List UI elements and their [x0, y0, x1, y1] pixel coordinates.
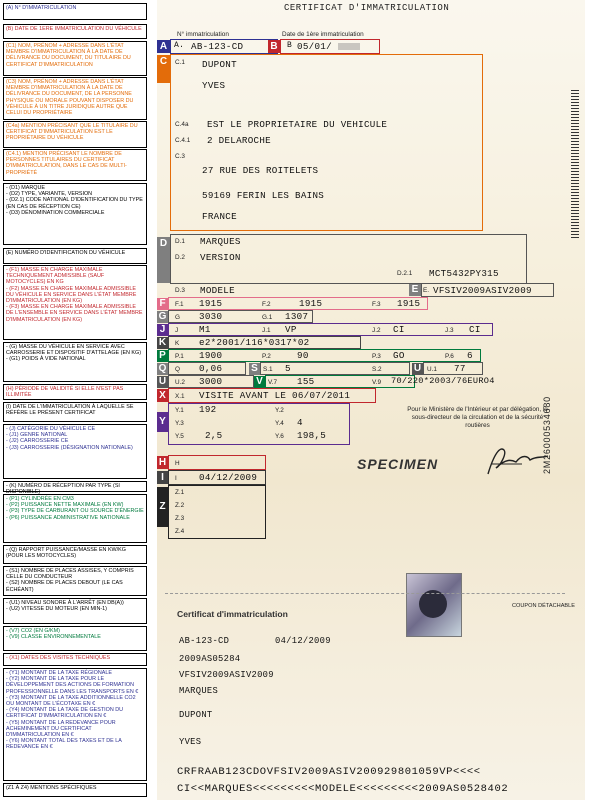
p1-code: P.1 — [175, 353, 184, 360]
s1-value: 5 — [285, 363, 291, 374]
code-h-badge: H — [158, 457, 167, 468]
s2-code: S.2 — [372, 366, 382, 373]
d1-code: D.1 — [175, 238, 185, 245]
address-country: FRANCE — [202, 211, 237, 222]
national-type-code: MCT5432PY315 — [429, 268, 499, 279]
y4-code: Y.4 — [275, 420, 284, 427]
p3-code: P.3 — [372, 353, 381, 360]
mrz-line-1: CRFRAAB123CDOVFSIV2009ASIV200929801059VP<<<< — [177, 766, 481, 778]
coupon-vin: VFSIV2009ASIV2009 — [179, 670, 274, 680]
j3-value: CI — [469, 324, 481, 335]
code-d-badge: D — [157, 237, 170, 283]
x1-code: X.1 — [175, 393, 185, 400]
legend-item-q: - (Q) RAPPORT PUISSANCE/MASSE EN KW/KG (POUR LES MOTOCYCLES) — [3, 545, 147, 564]
legend-item-h: (H) PÉRIODE DE VALIDITÉ SI ELLE N'EST PAS ILLIMITÉE — [3, 384, 147, 400]
u2-value: 3000 — [199, 376, 223, 387]
k-code: K — [175, 340, 180, 347]
code-u2-badge: U — [158, 376, 167, 387]
a-code: A. — [174, 41, 185, 50]
perforation-line — [165, 593, 565, 594]
code-q-badge: Q — [158, 363, 167, 374]
code-u1-badge: U — [413, 363, 422, 374]
v9-code: V.9 — [372, 379, 382, 386]
field-h-box — [168, 455, 266, 470]
legend-item-c41: (C4.1) MENTION PRÉCISANT LE NOMBRE DE PERSONNES TITULAIRES DU CERTIFICAT D'IMMATRICULATION, DANS LE CAS DE MULTI-PROPRIÉTÉ — [3, 149, 147, 181]
code-b-badge: B — [268, 40, 280, 53]
legend-item-a: (A) N° D'IMMATRICULATION — [3, 3, 147, 20]
v7-code: V.7 — [268, 379, 278, 386]
u1-value: 77 — [454, 363, 466, 374]
code-x-badge: X — [157, 389, 168, 402]
j-value: M1 — [199, 324, 211, 335]
c3-code: C.3 — [175, 153, 185, 160]
y6-value: 198,5 — [297, 430, 327, 441]
u1-code: U.1 — [427, 366, 437, 373]
code-g-badge: G — [158, 311, 167, 322]
legend-item-c4a: (C4a) MENTION PRÉCISANT QUE LE TITULAIRE DU CERTIFICAT D'IMMATRICULATION EST LE PROPRIÉTAIRE DU VÉHICULE — [3, 121, 147, 148]
j1-code: J.1 — [262, 327, 271, 334]
code-e-badge: E — [409, 284, 421, 296]
coupon-label: COUPON DÉTACHABLE — [512, 603, 575, 609]
serial-number: 2M26000534680 — [542, 396, 552, 474]
y1-value: 192 — [199, 404, 217, 415]
code-i-badge: I — [157, 471, 168, 484]
v7-value: 155 — [297, 376, 315, 387]
legend-item-u: - (U1) NIVEAU SONORE À L'ARRÊT (EN DB(A)) - (U2) VITESSE DU MOTEUR (EN MIN-1) — [3, 598, 147, 624]
code-f-badge: F — [157, 298, 168, 310]
coupon-first-name: YVES — [179, 737, 202, 747]
g1-value: 1307 — [285, 311, 309, 322]
f1-code: F.1 — [175, 301, 184, 308]
address-street: 27 RUE DES ROITELETS — [202, 165, 319, 176]
y4-value: 4 — [297, 417, 303, 428]
code-k-badge: K — [158, 337, 167, 348]
g1-code: G.1 — [262, 314, 273, 321]
f3-code: F.3 — [372, 301, 381, 308]
code-a-badge: A — [157, 40, 170, 53]
legend-item-j: - (J) CATÉGORIE DU VÉHICULE CE - (J1) GENRE NATIONAL - (J2) CARROSSERIE CE - (J3) CARROSSERIE (DÉSIGNATION NATIONALE) — [3, 424, 147, 479]
j2-value: CI — [393, 324, 405, 335]
legend-item-d: - (D1) MARQUE - (D2) TYPE, VARIANTE, VERSION - (D2.1) CODE NATIONAL D'IDENTIFICATION DU TYPE (EN CAS DE RÉCEPTION CE) - (D3) DÉNOMINATION COMMERCIALE — [3, 183, 147, 245]
z2-code: Z.2 — [175, 502, 185, 509]
legend-column — [0, 0, 150, 800]
y6-code: Y.6 — [275, 433, 284, 440]
legend-item-b: (B) DATE DE 1ERE IMMATRICULATION DU VÉHICULE — [3, 24, 147, 39]
y5-value: 2,5 — [205, 430, 223, 441]
globe-icon — [419, 590, 447, 618]
field-s-box — [260, 362, 410, 375]
c1-code: C.1 — [175, 59, 185, 66]
certificate-title: CERTIFICAT D'IMMATRICULATION — [284, 3, 450, 13]
c41-code: C.4.1 — [175, 137, 191, 144]
legend-item-e: (E) NUMÉRO D'IDENTIFICATION DU VÉHICULE — [3, 248, 147, 264]
j2-code: J.2 — [372, 327, 381, 334]
y1-code: Y.1 — [175, 407, 184, 414]
y5-code: Y.5 — [175, 433, 184, 440]
holders-count: 2 DELAROCHE — [207, 135, 271, 146]
legend-item-p: - (P1) CYLINDRÉE EN CM3 - (P2) PUISSANCE NETTE MAXIMALE (EN KW) - (P3) TYPE DE CARBURANT OU SOURCE D'ÉNERGIE - (P6) PUISSANCE ADMINISTRATIVE NATIONALE — [3, 494, 147, 543]
code-y-badge: Y — [157, 412, 168, 432]
barcode-icon — [571, 90, 579, 240]
a-label: N° immatriculation — [177, 31, 229, 38]
z4-code: Z.4 — [175, 528, 185, 535]
i-code: I — [175, 475, 177, 482]
q-value: 0,06 — [199, 363, 223, 374]
q-code: Q — [175, 366, 180, 373]
hologram-icon — [406, 573, 462, 637]
legend-item-x: - (X1) DATES DES VISITES TECHNIQUES — [3, 653, 147, 666]
owner-mention: EST LE PROPRIETAIRE DU VEHICULE — [207, 119, 388, 130]
d21-code: D.2.1 — [397, 270, 413, 277]
first-registration-date: 05/01/ — [297, 41, 332, 52]
vin: VFSIV2009ASIV2009 — [433, 285, 532, 296]
legend-item-c1: (C1) NOM, PRÉNOM + ADRESSE DANS L'ÉTAT MEMBRE D'IMMATRICULATION À LA DATE DE DÉLIVRANCE DU DOCUMENT, DU TITULAIRE DU CERTIFICAT D'IMMATRICULATION — [3, 41, 147, 76]
code-j-badge: J — [157, 324, 168, 336]
p3-value: GO — [393, 350, 405, 361]
p6-value: 6 — [467, 350, 473, 361]
registration-certificate — [157, 0, 585, 800]
specimen-mark: SPECIMEN — [357, 456, 439, 472]
p1-value: 1900 — [199, 350, 223, 361]
j1-value: VP — [285, 324, 297, 335]
p6-code: P.6 — [445, 353, 454, 360]
coupon-brand: MARQUES — [179, 686, 219, 696]
f1-value: 1915 — [199, 298, 223, 309]
code-c-badge: C — [157, 55, 170, 83]
legend-item-z: (Z1 À Z4) MENTIONS SPÉCIFIQUES — [3, 783, 147, 797]
y3-code: Y.3 — [175, 420, 184, 427]
coupon-title: Certificat d'immatriculation — [177, 609, 288, 619]
model: MODELE — [200, 285, 235, 296]
legend-item-y: - (Y1) MONTANT DE LA TAXE RÉGIONALE - (Y2) MONTANT DE LA TAXE POUR LE DÉVELOPPEMENT DES ACTIONS DE FORMATION PROFESSIONNELLE DANS LES TRANSPORTS EN € - (Y3) MONTANT DE LA TAXE ADDITIONNELLE CO2 OU MONTANT DE L'ÉCOTAXE EN € - (Y4) MONTANT DE LA TAXE DE GESTION DU CERTIFICAT D'IMMATRICULATION EN € - (Y5) MONTANT DE LA REDEVANCE POUR ACHEMINEMENT DU CERTIFICAT D'IMMATRICULATION EN € - (Y6) MONTANT TOTAL DES TAXES ET DE LA REDEVANCE EN € — [3, 668, 147, 781]
type-approval-number: e2*2001/116*0317*02 — [199, 337, 310, 348]
y2-code: Y.2 — [275, 407, 284, 414]
coupon-date: 04/12/2009 — [275, 636, 331, 646]
mrz-line-2: CI<<MARQUES<<<<<<<<<MODELE<<<<<<<<<2009AS0528402 — [177, 783, 509, 795]
legend-item-c3: (C3) NOM, PRÉNOM + ADRESSE DANS L'ÉTAT MEMBRE D'IMMATRICULATION À LA DATE DE DÉLIVRANCE DU DOCUMENT, DE LA PERSONNE PHYSIQUE OU MORALE POUVANT DISPOSER DU VÉHICULE À UN TITRE JURIDIQUE AUTRE QUE CELUI DU PROPRIÉTAIRE — [3, 77, 147, 120]
legend-item-f: - (F1) MASSE EN CHARGE MAXIMALE TECHNIQUEMENT ADMISSIBLE (SAUF MOTOCYCLES) EN KG - (F2) MASSE EN CHARGE MAXIMALE ADMISSIBLE DU VÉHICULE EN SERVICE DANS L'ÉTAT MEMBRE D'IMMATRICULATION (EN KG) - (F3) MASSE EN CHARGE MAXIMALE ADMISSIBLE DE L'ENSEMBLE EN SERVICE DANS L'ÉTAT MEMBRE D'IMMATRICULATION (EN KG) — [3, 265, 147, 340]
h-code: H — [175, 460, 180, 467]
code-v-badge: V — [254, 376, 265, 388]
coupon-last-name: DUPONT — [179, 710, 213, 720]
code-p-badge: P — [157, 350, 168, 362]
u2-code: U.2 — [175, 379, 185, 386]
z3-code: Z.3 — [175, 515, 185, 522]
c4a-code: C.4a — [175, 121, 189, 128]
b-code: B — [287, 41, 293, 50]
legend-item-s: - (S1) NOMBRE DE PLACES ASSISES, Y COMPRIS CELLE DU CONDUCTEUR - (S2) NOMBRE DE PLACES DEBOUT (LE CAS ÉCHÉANT) — [3, 566, 147, 596]
plate-number: AB-123-CD — [191, 41, 244, 52]
registration-date: 04/12/2009 — [199, 472, 258, 483]
holder-last-name: DUPONT — [202, 59, 237, 70]
j-code: J — [175, 327, 179, 334]
g-value: 3030 — [199, 311, 223, 322]
coupon-plate: AB-123-CD — [179, 636, 230, 646]
address-city: 59169 FERIN LES BAINS — [202, 190, 325, 201]
redacted-mark — [338, 43, 360, 50]
v9-value: 70/220*2003/76EURO4 — [391, 376, 495, 386]
p2-value: 90 — [297, 350, 309, 361]
holder-first-name: YVES — [202, 80, 226, 91]
code-s-badge: S — [249, 363, 260, 375]
s1-code: S.1 — [263, 366, 273, 373]
legend-item-v: - (V7) CO2 (EN G/KM) - (V9) CLASSE ENVIRONNEMENTALE — [3, 626, 147, 651]
e-code: E. — [423, 287, 430, 294]
code-z-badge: Z — [157, 487, 168, 527]
issuing-authority: Pour le Ministère de l'Intérieur et par délégation, le sous-directeur de la circulation et de la sécurité routières — [407, 406, 548, 429]
version: VERSION — [200, 252, 241, 263]
d3-code: D.3 — [175, 287, 185, 294]
legend-item-k: - (K) NUMÉRO DE RÉCEPTION PAR TYPE (SI DISPONIBLE) — [3, 481, 147, 492]
coupon-reference: 2009AS05284 — [179, 654, 241, 664]
brand: MARQUES — [200, 236, 241, 247]
legend-item-i: (I) DATE DE L'IMMATRICULATION À LAQUELLE SE RÉFÈRE LE PRÉSENT CERTIFICAT — [3, 402, 147, 422]
b-label: Date de 1ère immatriculation — [282, 31, 364, 38]
j3-code: J.3 — [445, 327, 454, 334]
f3-value: 1915 — [397, 298, 421, 309]
f2-code: F.2 — [262, 301, 271, 308]
p2-code: P.2 — [262, 353, 271, 360]
z1-code: Z.1 — [175, 489, 185, 496]
f2-value: 1915 — [299, 298, 323, 309]
legend-item-g: - (G) MASSE DU VÉHICULE EN SERVICE AVEC CARROSSERIE ET DISPOSITIF D'ATTELAGE (EN KG) - (G1) POIDS À VIDE NATIONAL — [3, 342, 147, 382]
g-code: G — [175, 314, 180, 321]
d2-code: D.2 — [175, 254, 185, 261]
inspection-date: VISITE AVANT LE 06/07/2011 — [199, 390, 351, 401]
